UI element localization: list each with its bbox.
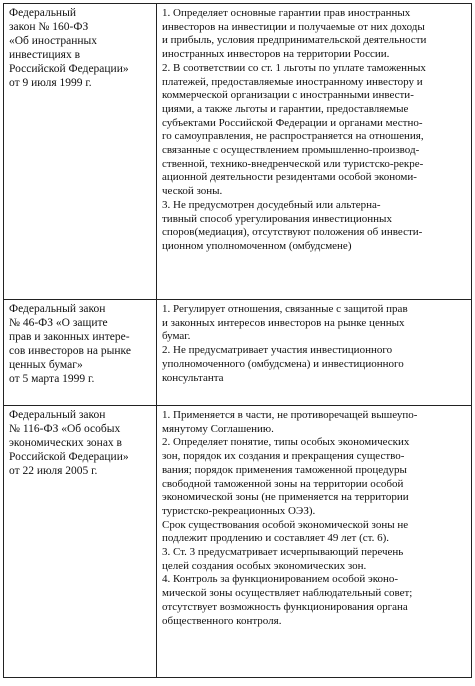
description-cell: [157, 4, 472, 300]
description-cell: [157, 300, 472, 406]
table-row: [4, 4, 472, 300]
description-paragraph: 2. Не предусматривает участия инвестиционного уполномоченного (омбудсмена) и инвестиционного консультанта: [162, 344, 404, 384]
law-date: от 22 июля 2005 г.: [9, 464, 98, 477]
description-paragraph: Срок существования особой экономической зоны не подлежит продлению и составляет 49 лет (ст. 6).: [162, 518, 409, 545]
description-paragraph: 1. Определяет основные гарантии прав иностранных инвесторов на инвестиции и получаемые от них доходы и прибыль, условия предпринимательской деятельности иностранных инвесторов на территории России.: [162, 7, 427, 61]
laws-table: [3, 3, 472, 678]
law-cell: [4, 406, 157, 678]
description-paragraph: 1. Применяется в части, не противоречащей вышеупо- мянутому Соглашению.: [162, 409, 418, 435]
law-title: Федеральный закон № 160-ФЗ «Об иностранных инвестициях в Российской Федерации»: [9, 7, 129, 75]
description-paragraph: 1. Регулирует отношения, связанные с защитой прав и законных интересов инвесторов на рынке ценных бумаг.: [162, 303, 408, 343]
description-paragraph: 4. Контроль за функционированием особой эконо- мической зоны осуществляет наблюдательный совет; отсутствует возможность функционирования органа общественного контроля.: [162, 573, 413, 627]
description-cell: [157, 406, 472, 678]
law-cell: [4, 4, 157, 300]
table-row: [4, 300, 472, 406]
table-row: [4, 406, 472, 678]
law-cell: [4, 300, 157, 406]
description-paragraph: 3. Не предусмотрен досудебный или альтерна- тивный способ урегулирования инвестиционных споров(медиация), отсутствуют положения об инвести- ционном уполномоченном (омбудсмене): [162, 198, 423, 252]
description-paragraph: 3. Ст. 3 предусматривает исчерпывающий перечень целей создания особых экономических зон.: [162, 546, 404, 572]
description-paragraph: 2. В соответствии со ст. 1 льготы по уплате таможенных платежей, предоставляемые иностранному инвестору и коммерческой организации с иностранными инвести- циями, а также льготы и гарантии, предоставляемые субъектами Российской Федерации и органами местно- го самоуправления, не распространяется на отношения, связанные с осуществлением промышленно-производ- ственной, технико-внедренческой или туристско-рекре- ационной деятельности резидентами особой экономи- ческой зоны.: [162, 61, 426, 198]
law-date: от 5 марта 1999 г.: [9, 372, 95, 385]
law-date: от 9 июля 1999 г.: [9, 76, 92, 89]
law-title: Федеральный закон № 116-ФЗ «Об особых экономических зонах в Российской Федерации»: [9, 409, 129, 463]
law-title: Федеральный закон № 46-ФЗ «О защите прав и законных интере- сов инвесторов на рынке ценных бумаг»: [9, 303, 131, 371]
description-paragraph: 2. Определяет понятие, типы особых экономических зон, порядок их создания и прекращения существо- вания; порядок применения таможенной процедуры свободной таможенной зоны на территории особой экономической зоны (не применяется на территории туристско-рекреационных ОЭЗ).: [162, 436, 410, 517]
